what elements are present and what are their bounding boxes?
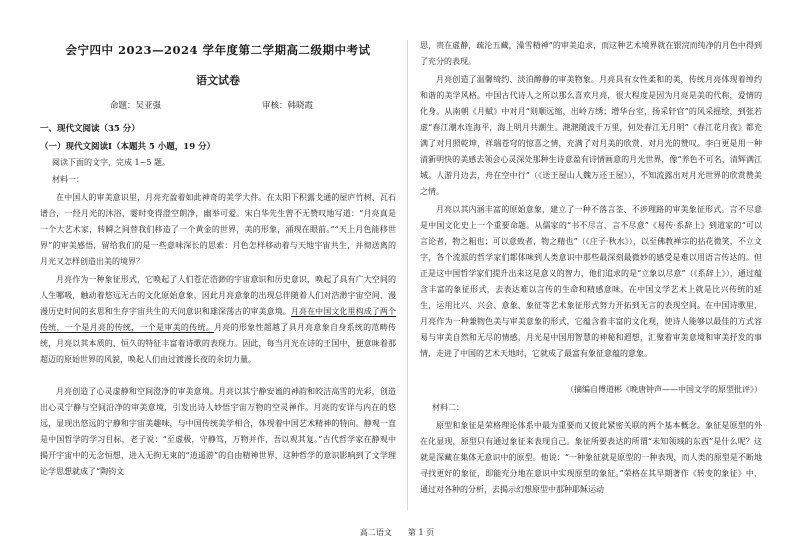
page-footer: 高二语文 第 1 页 <box>359 528 435 537</box>
paragraph: 月亮作为一种象征形式，它唤起了人们苍茫浩渺的宇宙意识和历史意识，唤起了具有广大空间的人生哪吸，触动着悠远无古的文化原始意象，因此月亮意象的出现总伴随着人们对浩渺宇宙空间、漫漫历史时间的玄思和生存宇宙共生的天问意识和雄深荡古的审美意境。月亮在中国文化里构成了两个传统，一个是月亮的传统，一个是审美的传统。月亮的形象性超越了具月亮意象自身系统的范畴传统，月亮以其本质的、恒久的特征丰富着诗歌的表现力。因此，每当月光在诗的王国中，便意味着那超迈的原始世界的风貌，唤起人们由过渡漫长夜的余切力量。 <box>40 275 397 364</box>
source-citation: （摘编自傅道彬《晚唐钟声——中国文学的原型批评》） <box>566 385 762 394</box>
paragraph: 月亮创造了温馨绮约、淡泊醇静的审美物象。月亮具有女性柔和的美，传统月亮体现着绰约和谐的美学风格。中国古代诗人之所以那么喜欢月亮，很大程度是因为月亮是美的代称，爱情的化身。从南朝《月赋》中对月“则顺远缩，出岭方绣；增华台室，扬采轩官”的风采摇绘，到张若虚“春江潮水连海平，海上明月共潮生。滟滟随波千万里，何处春江无月明”《春江花月夜》都充满了对月照乾坤，祥瑞苍穹的惊喜之情，充满了对月美的欣赏、对月光的赞叹。李白更是用一种清新明快的美感去领会心灵深处那种生诗意盈有诗情画意的月光世界，像“养色不可名，清辉满江城。人游月边去，舟在空中行”（《送王屋山人魏万还王屋》），不知流露出对月光世界的欣赏赞美之情。 <box>420 75 762 196</box>
reviewer: 审核：韩晓霞 <box>262 101 314 111</box>
setter: 命题：吴亚强 <box>110 101 162 111</box>
left-column <box>40 0 396 550</box>
material1-label: 材料一： <box>52 175 84 184</box>
underlined-sentence: 月亮在中国文化里构成了两个传统，一个是月亮的传统，一个是审美的传统。 <box>40 307 397 332</box>
instruction: 阅读下面的文字，完成 1~5 题。 <box>52 158 170 167</box>
paragraph: 月亮创造了心灵虚静和空间澄净的审美意境。月亮以其宁静安谧的神韵和皎洁高雪的光彩，创造出心灵宁静与空间沿净的审美意境，引发出诗人妙悟宇宙万物的空灵禅作。月亮的安详与内在的悠远，显现出悠远的宁静和宇宙美趣味，与中国传统美学相合，体现着中国艺术精神的特向。静观一直是中国哲学的学习目标，老子说：“至虚极，守静笃，万物并作，吾以观其复。”古代哲学家在静观中揭开宇宙中的无念恒想，进入无拘无束的“逍遥游”的自由精神世界，这种哲学的意识影响到了文学理论学思想就成了“陶钧文 <box>40 387 396 476</box>
section-heading: 一、现代文阅读（35 分） <box>40 124 140 134</box>
paragraph: 月亮以其内涵丰富的原始意象，建立了一种不落言荃、不涉理路的审美象征形式。言不尽意是中国文化史上一个重要命题。从儒家的“书不尽言，言不尽意”《易传·系辞上》到道家的“可以言论者，物之粗也；可以意致者，物之精也”（《庄子·秋水》），以至佛教禅宗的拈花微笑，不立文字，各个流派的哲学家们都体味到人类意识中那些最深刻最微妙的感受是难以用语言传达的。但正是这中国哲学家们提升出来这是意义的智力，他们追求的是“立象以尽意”（《系辞上》），通过蕴含丰富的象征形式，去表达难以言传的生命和精感意味。在中国文学艺术上就是比兴传统的延生，运用比兴、兴会、意象、象征等艺术象征形式努力开拓到无言的表现空间。在中国诗歌里，月亮作为一种兼物色美与审美意象的形式，它蕴含着丰富的文化观，使诗人能够以最佳的方式容易与审美自然和无尽的情感，月光是中国用智慧的神秘和遐想，汇聚着审美意境和审美抒发的事情，走进了中国的艺术天地时，它就成了最富有象征意蕴的意象。 <box>420 205 762 358</box>
exam-title: 会宁四中 2023—2024 学年度第二学期高二级期中考试 <box>65 43 371 57</box>
right-column <box>420 0 762 550</box>
column-divider <box>407 40 408 510</box>
paragraph: 思，贵在虚静，疏沦五藏，澡雪精神”的审美追求，而这种艺术境界就在银浣而纯净的月色中得到了充分的表现。 <box>420 41 762 66</box>
paragraph: 在中国人的审美意识里，月亮充盈着如此神奇的美学大件。在太阳下积露戈通的屋庐竹树、瓦石谱合，一经月光的沐浴，霎时变得澄空朗净，幽举可爱。宋白华先生曾不无赞叹地写道：“月亮真是一个大艺术家，转瞬之间替我们移造了一个黄金的世界，美的形象，涌现在眼前。”“天上月色能移世界”的审美感悟，留给我们的是一些意味深长的思索：月色怎样移动着与天地宇宙共生，并彻送离的月光又怎样创造出美的境界？ <box>40 193 396 266</box>
exam-subtitle: 语文试卷 <box>196 74 240 87</box>
paragraph: 原型和象征是荣格理论体系中最为重要而又彼此紧密关联的两个基本概念。象征是原型的外在化显现，原型只有通过象征来表现自己。象征所要表达的所谓“未知领域的东西”是什么呢？这就是深藏在集体无意识中的原型。他说：“一种象征就是原型的一种表现，而人类的原型是不断地寻找更好的象征，即能充分地在意识中实现原型的象征。”荣格在其早期著作《转变的象征》中，通过对各种的分析，去揭示幻想原型中那种耶稣运动 <box>420 421 762 494</box>
material2-label: 材料二： <box>432 403 464 412</box>
subsection-heading: （一）现代文阅读Ⅰ（本题共 5 小题，19 分） <box>40 142 216 152</box>
